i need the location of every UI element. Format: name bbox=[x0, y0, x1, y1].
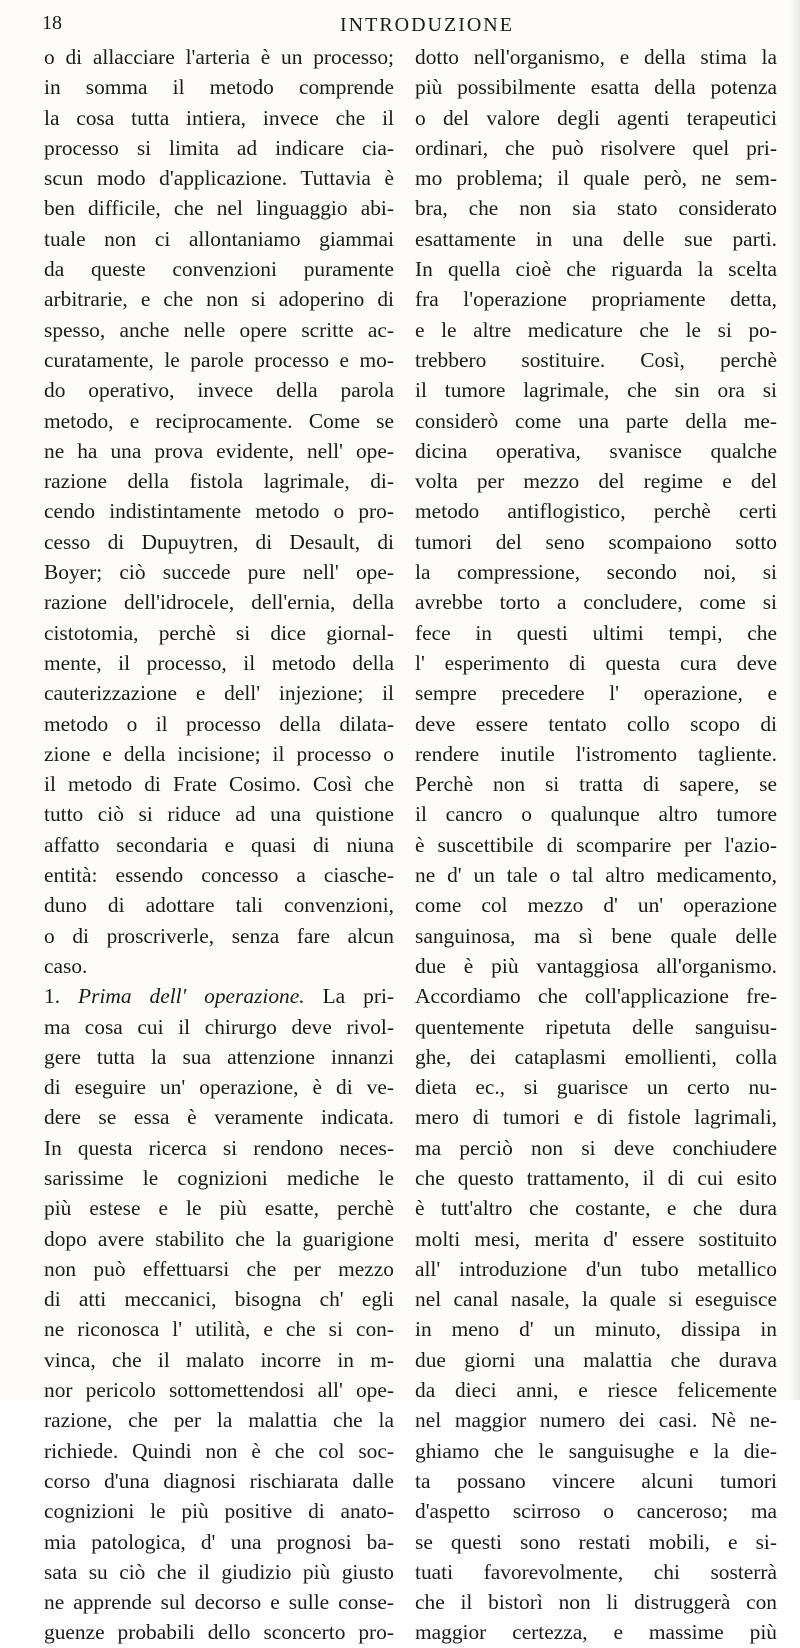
text-line: trebbero sostituire. Così, perchè bbox=[415, 347, 777, 372]
text-line: sanguinosa, ma sì bene quale delle bbox=[415, 923, 777, 948]
text-line: nel maggior numero dei casi. Nè ne- bbox=[415, 1408, 777, 1433]
text-line: ne apprende sul decorso e sulle conse- bbox=[44, 1590, 394, 1615]
text-line: o del valore degli agenti terapeutici bbox=[415, 105, 777, 130]
text-line: mo problema; il quale però, ne sem- bbox=[415, 166, 777, 191]
text-line: Accordiamo che coll'applicazione fre- bbox=[415, 984, 777, 1009]
text-line: dicina operativa, svanisce qualche bbox=[415, 438, 777, 463]
text-line: scun modo d'applicazione. Tuttavia è bbox=[44, 166, 394, 191]
text-line: sata su ciò che il giudizio più giusto bbox=[44, 1559, 394, 1584]
text-line: più estese e le più esatte, perchè bbox=[44, 1196, 394, 1221]
text-line: tutto ciò si riduce ad una quistione bbox=[44, 802, 394, 827]
text-line: due è più vantaggiosa all'organismo. bbox=[415, 953, 777, 978]
text-line: esattamente in una delle sue parti. bbox=[415, 226, 777, 251]
text-line: dieta ec., si guarisce un certo nu- bbox=[415, 1075, 777, 1100]
text-line: ben difficile, che nel linguaggio abi- bbox=[44, 196, 394, 221]
text-line: metodo, e reciprocamente. Come se bbox=[44, 408, 394, 433]
text-line: se questi sono restati mobili, e si- bbox=[415, 1529, 777, 1554]
text-line: il metodo di Frate Cosimo. Così che bbox=[44, 772, 394, 797]
text-line: considerò come una parte della me- bbox=[415, 408, 777, 433]
text-line: in meno d' un minuto, dissipa in bbox=[415, 1317, 777, 1342]
text-line: tumori del seno scompaiono sotto bbox=[415, 529, 777, 554]
text-line: guenze probabili dello sconcerto pro- bbox=[44, 1620, 394, 1645]
running-head: INTRODUZIONE bbox=[340, 14, 514, 36]
text-line: processo si limita ad indicare cia- bbox=[44, 135, 394, 160]
text-line: razione dell'idrocele, dell'ernia, della bbox=[44, 590, 394, 615]
text-line: Perchè non si tratta di sapere, se bbox=[415, 772, 777, 797]
text-line: entità: essendo concesso a ciasche- bbox=[44, 863, 394, 888]
text-line: metodo o il processo della dilata- bbox=[44, 711, 394, 736]
text-line: è suscettibile di scomparire per l'azio- bbox=[415, 832, 777, 857]
text-line: ghe, dei cataplasmi emollienti, colla bbox=[415, 1044, 777, 1069]
text-line: ta possano vincere alcuni tumori bbox=[415, 1468, 777, 1493]
text-line: la cosa tutta intiera, invece che il bbox=[44, 105, 394, 130]
text-line: o di allacciare l'arteria è un processo; bbox=[44, 45, 394, 69]
text-line: cistotomia, perchè si dice giornal- bbox=[44, 620, 394, 645]
text-line: volta per mezzo del regime e del bbox=[415, 469, 777, 494]
text-line: dopo avere stabilito che la guarigione bbox=[44, 1226, 394, 1251]
text-line: fra l'operazione propriamente detta, bbox=[415, 287, 777, 312]
text-line: affatto secondaria e quasi di niuna bbox=[44, 832, 394, 857]
text-line: che il bistorì non li distruggerà con bbox=[415, 1590, 777, 1615]
page-number: 18 bbox=[42, 12, 62, 34]
text-line: zione e della incisione; il processo o bbox=[44, 741, 394, 766]
text-line: richiede. Quindi non è che col soc- bbox=[44, 1438, 394, 1463]
text-line: come col mezzo d' un' operazione bbox=[415, 893, 777, 918]
text-line: vinca, che il malato incorre in m- bbox=[44, 1347, 394, 1372]
text-line: all' introduzione d'un tubo metallico bbox=[415, 1256, 777, 1281]
text-line: mente, il processo, il metodo della bbox=[44, 650, 394, 675]
section-number: 1. bbox=[44, 984, 79, 1009]
text-line: In quella cioè che riguarda la scelta bbox=[415, 257, 777, 282]
text-line: ma perciò non si deve conchiudere bbox=[415, 1135, 777, 1160]
text-line: avrebbe torto a concludere, come si bbox=[415, 590, 777, 615]
text-line: d'aspetto scirroso o canceroso; ma bbox=[415, 1499, 777, 1524]
text-line: duno di adottare tali convenzioni, bbox=[44, 893, 394, 918]
page-edge-shadow bbox=[790, 0, 800, 1400]
text-line: caso. bbox=[44, 953, 88, 978]
text-line: nor pericolo sottomettendosi all' ope- bbox=[44, 1378, 394, 1403]
text-line: non può effettuarsi che per mezzo bbox=[44, 1256, 394, 1281]
text-line: tuati favorevolmente, chi sosterrà bbox=[415, 1559, 777, 1584]
text-line: maggior certezza, e massime più bbox=[415, 1620, 777, 1645]
right-text-column bbox=[415, 42, 777, 1648]
text-line: cesso di Dupuytren, di Desault, di bbox=[44, 529, 394, 554]
text-line: quentemente ripetuta delle sanguisu- bbox=[415, 1014, 777, 1039]
text-line: e le altre medicature che le si po- bbox=[415, 317, 777, 342]
text-line: molti mesi, merita d' essere sostituito bbox=[415, 1226, 777, 1251]
text-line: di atti meccanici, bisogna ch' egli bbox=[44, 1287, 394, 1312]
text-line: sarissime le cognizioni mediche le bbox=[44, 1165, 394, 1190]
text-line: rendere inutile l'istromento tagliente. bbox=[415, 741, 777, 766]
text-line: in somma il metodo comprende bbox=[44, 75, 394, 100]
section-heading: Prima dell' operazione. bbox=[78, 984, 305, 1009]
text-line: mia patologica, d' una prognosi ba- bbox=[44, 1529, 394, 1554]
text-line: razione, che per la malattia che la bbox=[44, 1408, 394, 1433]
text-line: dere se essa è veramente indicata. bbox=[44, 1105, 394, 1130]
text-line: il tumore lagrimale, che sin ora si bbox=[415, 378, 777, 403]
text-line: ne riconosca l' utilità, e che si con- bbox=[44, 1317, 394, 1342]
text-line: gere tutta la sua attenzione innanzi bbox=[44, 1044, 394, 1069]
left-text-column bbox=[44, 42, 394, 1648]
text-line: cauterizzazione e dell' injezione; il bbox=[44, 681, 394, 706]
text-line: è tutt'altro che costante, e che dura bbox=[415, 1196, 777, 1221]
text-line: di eseguire un' operazione, è di ve- bbox=[44, 1075, 394, 1100]
text-line: ne d' un tale o tal altro medicamento, bbox=[415, 863, 777, 888]
text-line: ma cosa cui il chirurgo deve rivol- bbox=[44, 1014, 394, 1039]
text-line: do operativo, invece della parola bbox=[44, 378, 394, 403]
text-line: In questa ricerca si rendono neces- bbox=[44, 1135, 394, 1160]
text-line: l' esperimento di questa cura deve bbox=[415, 650, 777, 675]
text-line: ne ha una prova evidente, nell' ope- bbox=[44, 438, 394, 463]
text-line: Boyer; ciò succede pure nell' ope- bbox=[44, 560, 394, 585]
text-line: ordinari, che può risolvere quel pri- bbox=[415, 135, 777, 160]
text-line: da queste convenzioni puramente bbox=[44, 257, 394, 282]
text-line: deve essere tentato collo scopo di bbox=[415, 711, 777, 736]
text-line: cognizioni le più positive di anato- bbox=[44, 1499, 394, 1524]
text-line: sempre precedere l' operazione, e bbox=[415, 681, 777, 706]
text-line: due giorni una malattia che durava bbox=[415, 1347, 777, 1372]
text-line: ghiamo che le sanguisughe e la die- bbox=[415, 1438, 777, 1463]
text-line: metodo antiflogistico, perchè certi bbox=[415, 499, 777, 524]
text-line: che questo trattamento, il di cui esito bbox=[415, 1165, 777, 1190]
text-line: razione della fistola lagrimale, di- bbox=[44, 469, 394, 494]
text-line: da dieci anni, e riesce felicemente bbox=[415, 1378, 777, 1403]
text-line: il cancro o qualunque altro tumore bbox=[415, 802, 777, 827]
text-line: curatamente, le parole processo e mo- bbox=[44, 347, 394, 372]
text-line bbox=[44, 981, 394, 1011]
text-line: arbitrarie, e che non si adoperino di bbox=[44, 287, 394, 312]
text-line: più possibilmente esatta della potenza bbox=[415, 75, 777, 100]
text-line: bra, che non sia stato considerato bbox=[415, 196, 777, 221]
text-line: dotto nell'organismo, e della stima la bbox=[415, 45, 777, 69]
text-line: nel canal nasale, la quale si eseguisce bbox=[415, 1287, 777, 1312]
text-line: corso d'una diagnosi rischiarata dalle bbox=[44, 1468, 394, 1493]
text-line: mero di tumori e di fistole lagrimali, bbox=[415, 1105, 777, 1130]
text-line: fece in questi ultimi tempi, che bbox=[415, 620, 777, 645]
text-line: la compressione, secondo noi, si bbox=[415, 560, 777, 585]
text-line: tuale non ci allontaniamo giammai bbox=[44, 226, 394, 251]
text-line: o di proscriverle, senza fare alcun bbox=[44, 923, 394, 948]
text-line: spesso, anche nelle opere scritte ac- bbox=[44, 317, 394, 342]
text-line: cendo indistintamente metodo o pro- bbox=[44, 499, 394, 524]
line-text: La pri- bbox=[304, 984, 395, 1009]
